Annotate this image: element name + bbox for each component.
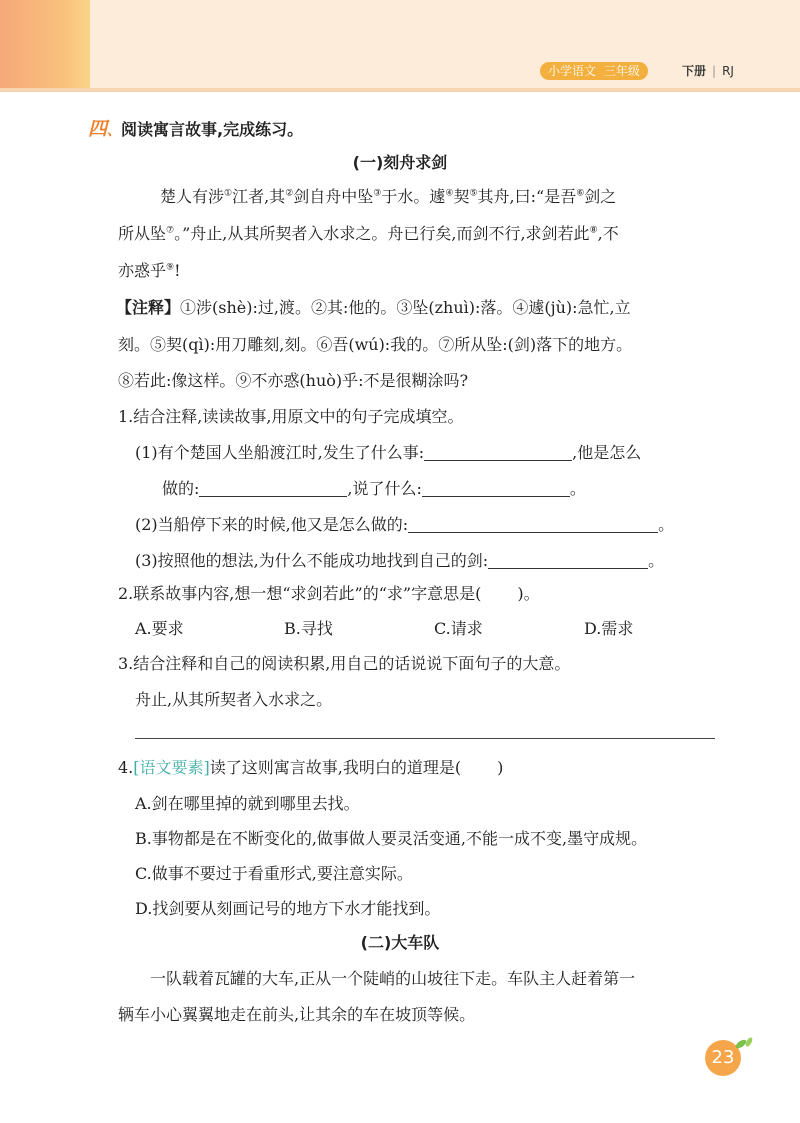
q4-option-a[interactable]: A.剑在哪里掉的就到哪里去找。 bbox=[135, 794, 360, 813]
q3-sentence: 舟止,从其所契者入水求之。 bbox=[135, 690, 333, 709]
q1-blank-what-said[interactable] bbox=[422, 480, 570, 497]
q4-option-d[interactable]: D.找剑要从刻画记号的地方下水才能找到。 bbox=[135, 899, 441, 918]
story2-title: (二)大车队 bbox=[360, 933, 440, 952]
notes-line1: 【注释】①涉(shè):过,渡。②其:他的。③坠(zhuì):落。④遽(jù):急忙,立 bbox=[116, 298, 631, 317]
story1-line1: 楚人有涉①江者,其②剑自舟中坠③于水。遽④契⑤其舟,曰:“是吾⑥剑之 bbox=[160, 187, 617, 206]
subject-grade-pill bbox=[540, 62, 648, 80]
q4-stem: 4.[语文要素]读了这则寓言故事,我明白的道理是( ) bbox=[118, 758, 504, 777]
q4-tag: [语文要素] bbox=[133, 758, 210, 777]
subject-label: 小学语文 bbox=[548, 64, 597, 78]
header-color-block bbox=[0, 0, 90, 92]
q1-blank-stop[interactable] bbox=[408, 516, 658, 533]
section-title: 阅读寓言故事,完成练习。 bbox=[121, 120, 304, 139]
story1-line2: 所从坠⑦。”舟止,从其所契者入水求之。舟已行矣,而剑不行,求剑若此⑧,不 bbox=[118, 224, 619, 243]
edition-label: RJ bbox=[722, 64, 734, 78]
section-number: 四 bbox=[88, 118, 108, 140]
notes-line2: 刻。⑤契(qì):用刀雕刻,刻。⑥吾(wú):我的。⑦所从坠:(剑)落下的地方。 bbox=[118, 335, 633, 354]
q1-sub2: (2)当船停下来的时候,他又是怎么做的: 。 bbox=[135, 515, 675, 534]
header-band bbox=[0, 0, 800, 92]
notes-line3: ⑧若此:像这样。⑨不亦惑(huò)乎:不是很糊涂吗? bbox=[118, 371, 469, 390]
q4-option-c[interactable]: C.做事不要过于看重形式,要注意实际。 bbox=[135, 864, 413, 883]
q1-blank-what-did[interactable] bbox=[199, 480, 347, 497]
story2-line2: 辆车小心翼翼地走在前头,让其余的车在坡顶等候。 bbox=[118, 1005, 476, 1024]
q1-stem: 1.结合注释,读读故事,用原文中的句子完成填空。 bbox=[118, 407, 464, 426]
q4-option-b[interactable]: B.事物都是在不断变化的,做事做人要灵活变通,不能一成不变,墨守成规。 bbox=[135, 829, 648, 848]
q3-stem: 3.结合注释和自己的阅读积累,用自己的话说说下面句子的大意。 bbox=[118, 654, 571, 673]
q2-option-a[interactable]: A.要求 bbox=[135, 619, 184, 638]
section-sep: 、 bbox=[107, 123, 122, 139]
notes-label: 【注释】 bbox=[116, 298, 181, 317]
q1-blank-why[interactable] bbox=[488, 552, 648, 569]
q2-option-c[interactable]: C.请求 bbox=[434, 619, 483, 638]
q1-sub1-line1: (1)有个楚国人坐船渡江时,发生了什么事: ,他是怎么 bbox=[135, 443, 642, 462]
page-number: 23 bbox=[705, 1040, 741, 1076]
story1-title: (一)刻舟求剑 bbox=[352, 153, 448, 172]
q2-option-d[interactable]: D.需求 bbox=[584, 619, 634, 638]
story2-line1: 一队载着瓦罐的大车,正从一个陡峭的山坡往下走。车队主人赶着第一 bbox=[150, 969, 636, 988]
section-heading bbox=[88, 114, 303, 141]
volume-label: 下册 bbox=[682, 64, 707, 78]
header-separator: | bbox=[712, 64, 717, 78]
leaf-icon bbox=[734, 1034, 756, 1052]
q3-answer-line[interactable] bbox=[135, 738, 715, 739]
q1-blank-what-happened[interactable] bbox=[424, 444, 572, 461]
header-divider bbox=[0, 88, 800, 92]
q1-sub1-line2: 做的: ,说了什么: 。 bbox=[162, 479, 586, 498]
q2-stem: 2.联系故事内容,想一想“求剑若此”的“求”字意思是( )。 bbox=[118, 584, 540, 603]
story1-line3: 亦惑乎⑨! bbox=[118, 261, 181, 280]
grade-label: 三年级 bbox=[603, 64, 640, 78]
volume-edition bbox=[682, 62, 734, 80]
q1-sub3: (3)按照他的想法,为什么不能成功地找到自己的剑: 。 bbox=[135, 551, 665, 570]
q2-option-b[interactable]: B.寻找 bbox=[284, 619, 333, 638]
